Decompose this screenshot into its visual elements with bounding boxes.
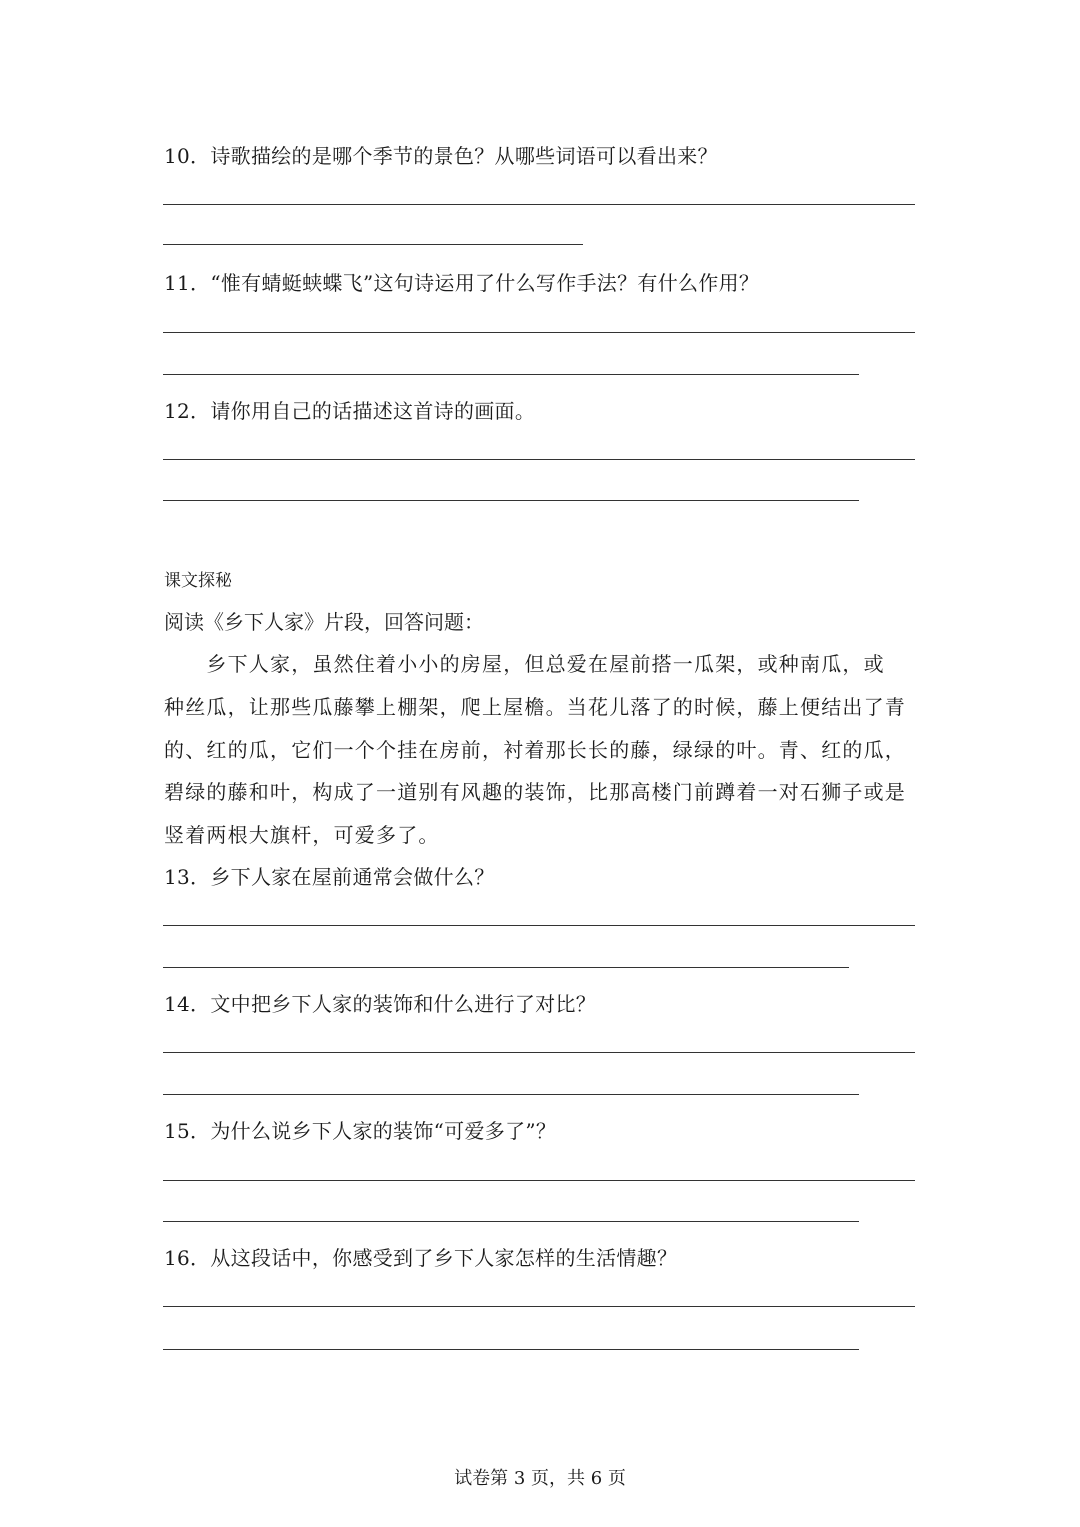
answer-line[interactable] [163, 967, 849, 968]
answer-line[interactable] [163, 1349, 859, 1350]
answer-line[interactable] [163, 374, 859, 375]
answer-line[interactable] [163, 1221, 859, 1222]
reading-instruction: 阅读《乡下人家》片段，回答问题： [164, 610, 484, 634]
answer-line[interactable] [163, 1052, 915, 1053]
passage-line: 种丝瓜，让那些瓜藤攀上棚架，爬上屋檐。当花儿落了的时候，藤上便结出了青 [164, 695, 906, 719]
section-title: 课文探秘 [164, 571, 232, 591]
page-footer: 试卷第 3 页，共 6 页 [454, 1468, 626, 1489]
answer-line[interactable] [163, 1180, 915, 1181]
question-12: 12．请你用自己的话描述这首诗的画面。 [164, 399, 536, 423]
answer-line[interactable] [163, 925, 915, 926]
passage-line: 碧绿的藤和叶，构成了一道别有风趣的装饰，比那高楼门前蹲着一对石狮子或是 [164, 780, 906, 804]
question-11: 11．“惟有蜻蜓蛱蝶飞”这句诗运用了什么写作手法？有什么作用？ [164, 271, 760, 295]
question-15: 15．为什么说乡下人家的装饰“可爱多了”？ [164, 1119, 557, 1143]
answer-line[interactable] [163, 244, 583, 245]
passage-line: 的、红的瓜，它们一个个挂在房前，衬着那长长的藤，绿绿的叶。青、红的瓜， [164, 738, 906, 762]
question-16: 16．从这段话中，你感受到了乡下人家怎样的生活情趣？ [164, 1246, 678, 1270]
answer-line[interactable] [163, 500, 859, 501]
answer-line[interactable] [163, 332, 915, 333]
answer-line[interactable] [163, 1306, 915, 1307]
question-14: 14．文中把乡下人家的装饰和什么进行了对比？ [164, 992, 597, 1016]
answer-line[interactable] [163, 459, 915, 460]
answer-line[interactable] [163, 204, 915, 205]
question-10: 10．诗歌描绘的是哪个季节的景色？从哪些词语可以看出来？ [164, 144, 718, 168]
question-13: 13．乡下人家在屋前通常会做什么？ [164, 865, 495, 889]
answer-line[interactable] [163, 1094, 859, 1095]
passage-line: 乡下人家，虽然住着小小的房屋，但总爱在屋前搭一瓜架，或种南瓜，或 [164, 652, 885, 676]
passage-line: 竖着两根大旗杆，可爱多了。 [164, 823, 440, 847]
